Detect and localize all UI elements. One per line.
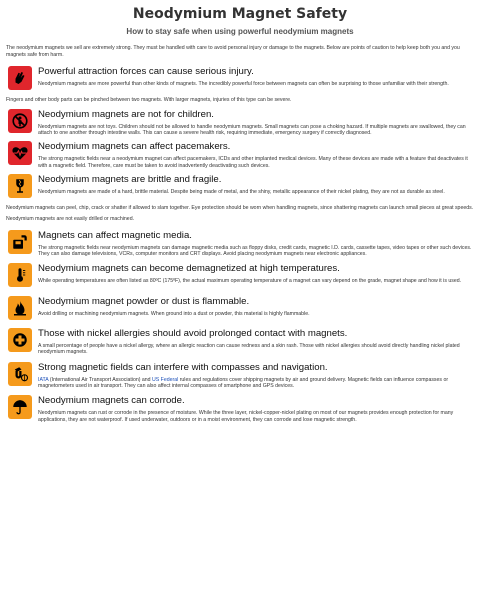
hand-pinch-icon xyxy=(8,66,32,90)
section-heading: Neodymium magnet powder or dust is flammable. xyxy=(38,295,250,307)
section-note: Fingers and other body parts can be pinched between two magnets. With larger magnets, injuries of this type can be severe. xyxy=(6,97,292,104)
section-body: The strong magnetic fields near a neodymium magnet can affect pacemakers, ICDs and other implanted medical devices. Many of these devices are made with a feature that deactivates it with a magnetic field. Therefore, care must be taken to avoid inadvertently deactivating such devices. xyxy=(38,156,468,169)
body-link[interactable]: IATA xyxy=(38,376,49,383)
sections-list xyxy=(6,65,474,423)
safety-section xyxy=(6,262,474,290)
heartbeat-icon xyxy=(8,141,32,165)
safety-section xyxy=(6,173,474,201)
section-body: Avoid drilling or machining neodymium magnets. When ground into a dust or powder, this material is highly flammable. xyxy=(38,310,310,317)
section-body: Neodymium magnets can rust or corrode in the presence of moisture. While the three layer, nickel-copper-nickel plating on most of our magnets provides enough protection for many applications, they are not waterproof. If used underwater, outdoors or in a moist environment, they can corrode and lose magnetic strength. xyxy=(38,410,454,423)
section-body: Neodymium magnets are not toys. Children should not be allowed to handle neodymium magnets. Small magnets can pose a choking hazard. If multiple magnets are swallowed, they can attach to one another through intestine walls. This can cause a severe health risk, requiring immediate, emergency surgery if correctly diagnosed. xyxy=(38,123,466,136)
section-heading: Magnets can affect magnetic media. xyxy=(38,230,192,242)
safety-section xyxy=(6,327,474,356)
safety-section xyxy=(6,361,474,390)
compass-icon xyxy=(8,362,32,386)
section-body: Neodymium magnets are made of a hard, brittle material. Despite being made of metal, and the shiny, metallic appearance of their nickel plating, they are not as durable as steel. xyxy=(38,189,445,196)
section-heading: Strong magnetic fields can interfere with compasses and navigation. xyxy=(38,361,328,373)
magnetic-media-icon xyxy=(8,230,32,254)
section-heading: Those with nickel allergies should avoid prolonged contact with magnets. xyxy=(38,327,348,339)
section-body: Neodymium magnets are more powerful than other kinds of magnets. The incredibly powerful force between magnets can often be surprising to those unfamiliar with their strength. xyxy=(38,81,449,88)
intro-text: The neodymium magnets we sell are extremely strong. They must be handled with care to avoid personal injury or damage to the magnets. Below are points of caution to help keep both you and you magnets safe from harm. xyxy=(6,45,460,58)
section-body xyxy=(38,377,474,390)
page-title: Neodymium Magnet Safety xyxy=(132,6,348,22)
page-subtitle: How to stay safe when using powerful neodymium magnets xyxy=(126,27,354,36)
section-heading: Powerful attraction forces can cause serious injury. xyxy=(38,66,254,78)
body-link[interactable]: US Federal xyxy=(152,376,179,383)
section-note: Neodymium magnets can peel, chip, crack or shatter if allowed to slam together. Eye protection should be worn when handling magnets, since shattering magnets can launch small pieces at great speeds. xyxy=(6,205,474,212)
safety-section xyxy=(6,295,474,323)
safety-section xyxy=(6,229,474,258)
section-heading: Neodymium magnets can corrode. xyxy=(38,395,185,407)
safety-section xyxy=(6,394,474,423)
section-heading: Neodymium magnets can affect pacemakers. xyxy=(38,141,231,153)
section-heading: Neodymium magnets can become demagnetized at high temperatures. xyxy=(38,262,340,274)
section-body: While operating temperatures are often listed as 80ºC (175ºF), the actual maximum operating temperature of a magnet can vary depend on the grade, magnet shape and how it is used. xyxy=(38,277,462,284)
section-heading: Neodymium magnets are brittle and fragile. xyxy=(38,174,222,186)
rain-icon xyxy=(8,395,32,419)
body-text: (International Air Transport Association) and xyxy=(48,376,152,383)
body-text: rules and regulations cover shipping magnets by air and ground delivery. Magnetic fields can influence compasses or magnetometers used in air transport. They can also affect internal compasses of smartphone and GPS devices. xyxy=(38,376,449,390)
no-children-icon xyxy=(8,109,32,133)
safety-section xyxy=(6,65,474,93)
thermometer-icon xyxy=(8,263,32,287)
fragile-glass-icon xyxy=(8,174,32,198)
safety-section xyxy=(6,108,474,137)
section-heading: Neodymium magnets are not for children. xyxy=(38,108,214,120)
flame-icon xyxy=(8,296,32,320)
section-body: The strong magnetic fields near neodymium magnets can damage magnetic media such as floppy disks, credit cards, magnetic I.D. cards, cassette tapes, video tapes or other such devices. They can also damage televisions, VCRs, computer monitors and CRT displays. Avoid placing neodymium magnets near electronic appliances. xyxy=(38,245,472,258)
section-note: Neodymium magnets are not easily drilled or machined. xyxy=(6,215,135,222)
safety-section xyxy=(6,140,474,169)
section-body: A small percentage of people have a nickel allergy, where an allergic reaction can cause redness and a skin rash. Those with nickel allergies should avoid directly handling nickel plated neodymium magnets. xyxy=(38,342,460,356)
medical-cross-icon xyxy=(8,328,32,352)
